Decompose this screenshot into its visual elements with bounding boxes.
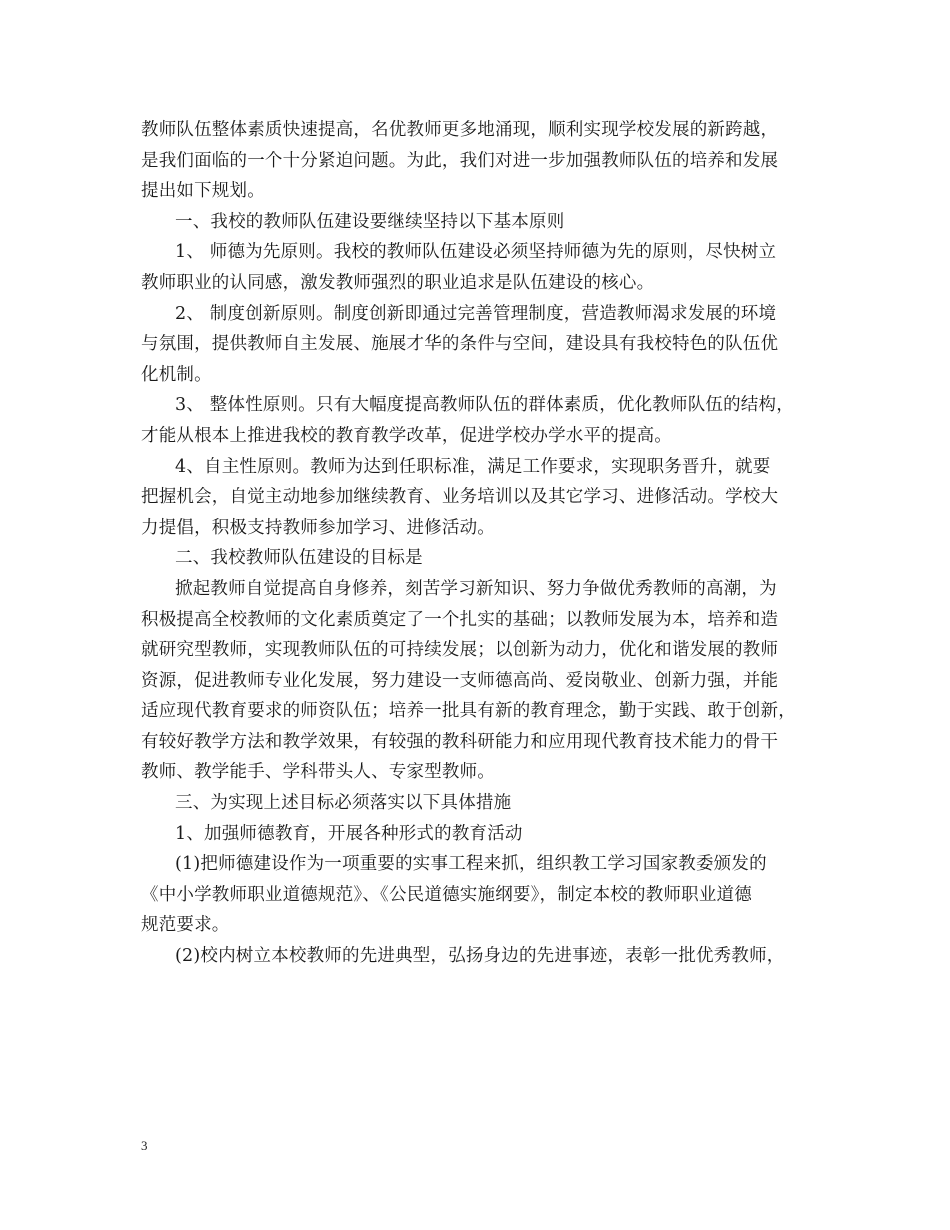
text-line: 提出如下规划。 bbox=[141, 181, 265, 202]
text-line: 掀起教师自觉提高自身修养，刻苦学习新知识、努力争做优秀教师的高潮，为 bbox=[175, 578, 777, 599]
text-line: 《中小学教师职业道德规范》、《公民道德实施纲要》，制定本校的教师职业道德 bbox=[141, 884, 752, 905]
text-line: 适应现代教育要求的师资队伍；培养一批具有新的教育理念，勤于实践、敢于创新， bbox=[141, 701, 796, 722]
text-line: 规范要求。 bbox=[141, 915, 230, 936]
text-line: 资源，促进教师专业化发展，努力建设一支师德高尚、爱岗敬业、创新力强，并能 bbox=[141, 670, 779, 691]
text-line: (2)校内树立本校教师的先进典型，弘扬身边的先进事迹，表彰一批优秀教师， bbox=[175, 946, 785, 967]
text-line: 三、为实现上述目标必须落实以下具体措施 bbox=[175, 793, 512, 814]
text-line: 化机制。 bbox=[141, 364, 212, 385]
text-line: 与氛围，提供教师自主发展、施展才华的条件与空间，建设具有我校特色的队伍优 bbox=[141, 334, 779, 355]
text-line: 1、 师德为先原则。我校的教师队伍建设必须坚持师德为先的原则，尽快树立 bbox=[175, 242, 777, 263]
text-line: 3、 整体性原则。只有大幅度提高教师队伍的群体素质，优化教师队伍的结构， bbox=[175, 395, 794, 416]
text-line: 有较好教学方法和教学效果，有较强的教科研能力和应用现代教育技术能力的骨干 bbox=[141, 731, 779, 752]
text-line: 把握机会，自觉主动地参加继续教育、业务培训以及其它学习、进修活动。学校大 bbox=[141, 487, 779, 508]
text-line: 一、我校的教师队伍建设要继续坚持以下基本原则 bbox=[175, 211, 565, 232]
text-line: 才能从根本上推进我校的教育教学改革，促进学校办学水平的提高。 bbox=[141, 425, 672, 446]
text-line: 1、加强师德教育，开展各种形式的教育活动 bbox=[175, 823, 523, 844]
text-line: 积极提高全校教师的文化素质奠定了一个扎实的基础；以教师发展为本，培养和造 bbox=[141, 609, 779, 630]
text-line: 力提倡，积极支持教师参加学习、进修活动。 bbox=[141, 517, 495, 538]
text-line: 教师队伍整体素质快速提高，名优教师更多地涌现，顺利实现学校发展的新跨越， bbox=[141, 120, 779, 140]
page-number: 3 bbox=[141, 1138, 148, 1153]
text-line: 教师、教学能手、学科带头人、专家型教师。 bbox=[141, 762, 495, 783]
text-line: 教师职业的认同感，激发教师强烈的职业追求是队伍建设的核心。 bbox=[141, 272, 655, 293]
text-line: 就研究型教师，实现教师队伍的可持续发展；以创新为动力，优化和谐发展的教师 bbox=[141, 640, 779, 661]
text-line: 二、我校教师队伍建设的目标是 bbox=[175, 548, 423, 569]
text-line: 是我们面临的一个十分紧迫问题。为此，我们对进一步加强教师队伍的培养和发展 bbox=[141, 150, 779, 171]
text-line: 2、 制度创新原则。制度创新即通过完善管理制度，营造教师渴求发展的环境 bbox=[175, 303, 777, 324]
document-body bbox=[141, 115, 811, 972]
text-line: 4、自主性原则。教师为达到任职标准，满足工作要求，实现职务晋升，就要 bbox=[175, 456, 771, 477]
text-line: (1)把师德建设作为一项重要的实事工程来抓，组织教工学习国家教委颁发的 bbox=[175, 854, 767, 875]
